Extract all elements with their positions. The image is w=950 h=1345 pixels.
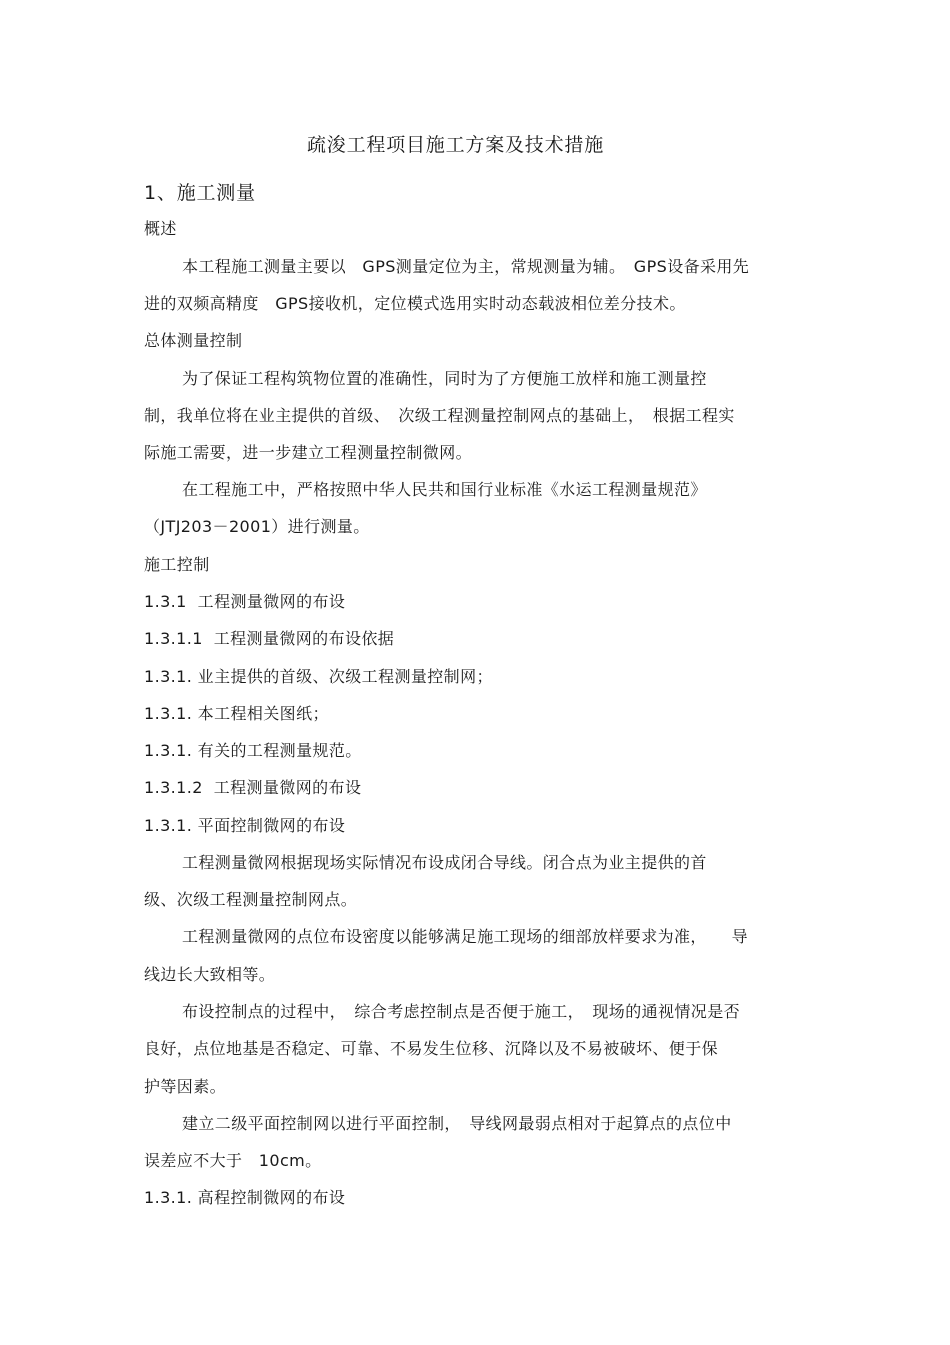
paragraph-line: 际施工需要，进一步建立工程测量控制微网。 [144,443,473,462]
paragraph-line: 工程测量微网的点位布设密度以能够满足施工现场的细部放样要求为准， 导 [182,927,749,946]
paragraph-line: 制，我单位将在业主提供的首级、 次级工程测量控制网点的基础上， 根据工程实 [144,406,735,425]
paragraph-line: 布设控制点的过程中， 综合考虑控制点是否便于施工， 现场的通视情况是否 [182,1002,741,1021]
subheading: 总体测量控制 [144,331,243,350]
paragraph-line: 误差应不大于 10cm。 [144,1151,322,1170]
paragraph-line: 良好，点位地基是否稳定、可靠、不易发生位移、沉降以及不易被破坏、便于保 [144,1039,719,1058]
numbered-heading: 1.3.1 工程测量微网的布设 [144,592,346,611]
subheading: 概述 [144,219,177,238]
paragraph-line: 护等因素。 [144,1077,227,1096]
paragraph-line: 在工程施工中，严格按照中华人民共和国行业标准《水运工程测量规范》 [182,480,707,499]
section-heading: 1、施工测量 [144,182,256,204]
numbered-item: 1.3.1. 业主提供的首级、次级工程测量控制网； [144,667,493,686]
paragraph-line: 工程测量微网根据现场实际情况布设成闭合导线。闭合点为业主提供的首 [182,853,707,872]
paragraph-line: 为了保证工程构筑物位置的准确性，同时为了方便施工放样和施工测量控 [182,369,707,388]
paragraph-line: 进的双频高精度 GPS接收机，定位模式选用实时动态载波相位差分技术。 [144,294,686,313]
numbered-item: 1.3.1. 平面控制微网的布设 [144,816,346,835]
paragraph-line: （JTJ203－2001）进行测量。 [144,517,370,536]
paragraph-line: 线边长大致相等。 [144,965,276,984]
subheading: 施工控制 [144,555,210,574]
paragraph-line: 建立二级平面控制网以进行平面控制， 导线网最弱点相对于起算点的点位中 [182,1114,732,1133]
numbered-item: 1.3.1. 高程控制微网的布设 [144,1188,346,1207]
paragraph-line: 本工程施工测量主要以 GPS测量定位为主，常规测量为辅。 GPS设备采用先 [182,257,750,276]
numbered-heading: 1.3.1.2 工程测量微网的布设 [144,778,362,797]
paragraph-line: 级、次级工程测量控制网点。 [144,890,358,909]
page-title: 疏浚工程项目施工方案及技术措施 [307,134,605,156]
numbered-heading: 1.3.1.1 工程测量微网的布设依据 [144,629,395,648]
numbered-item: 1.3.1. 有关的工程测量规范。 [144,741,362,760]
numbered-item: 1.3.1. 本工程相关图纸； [144,704,329,723]
